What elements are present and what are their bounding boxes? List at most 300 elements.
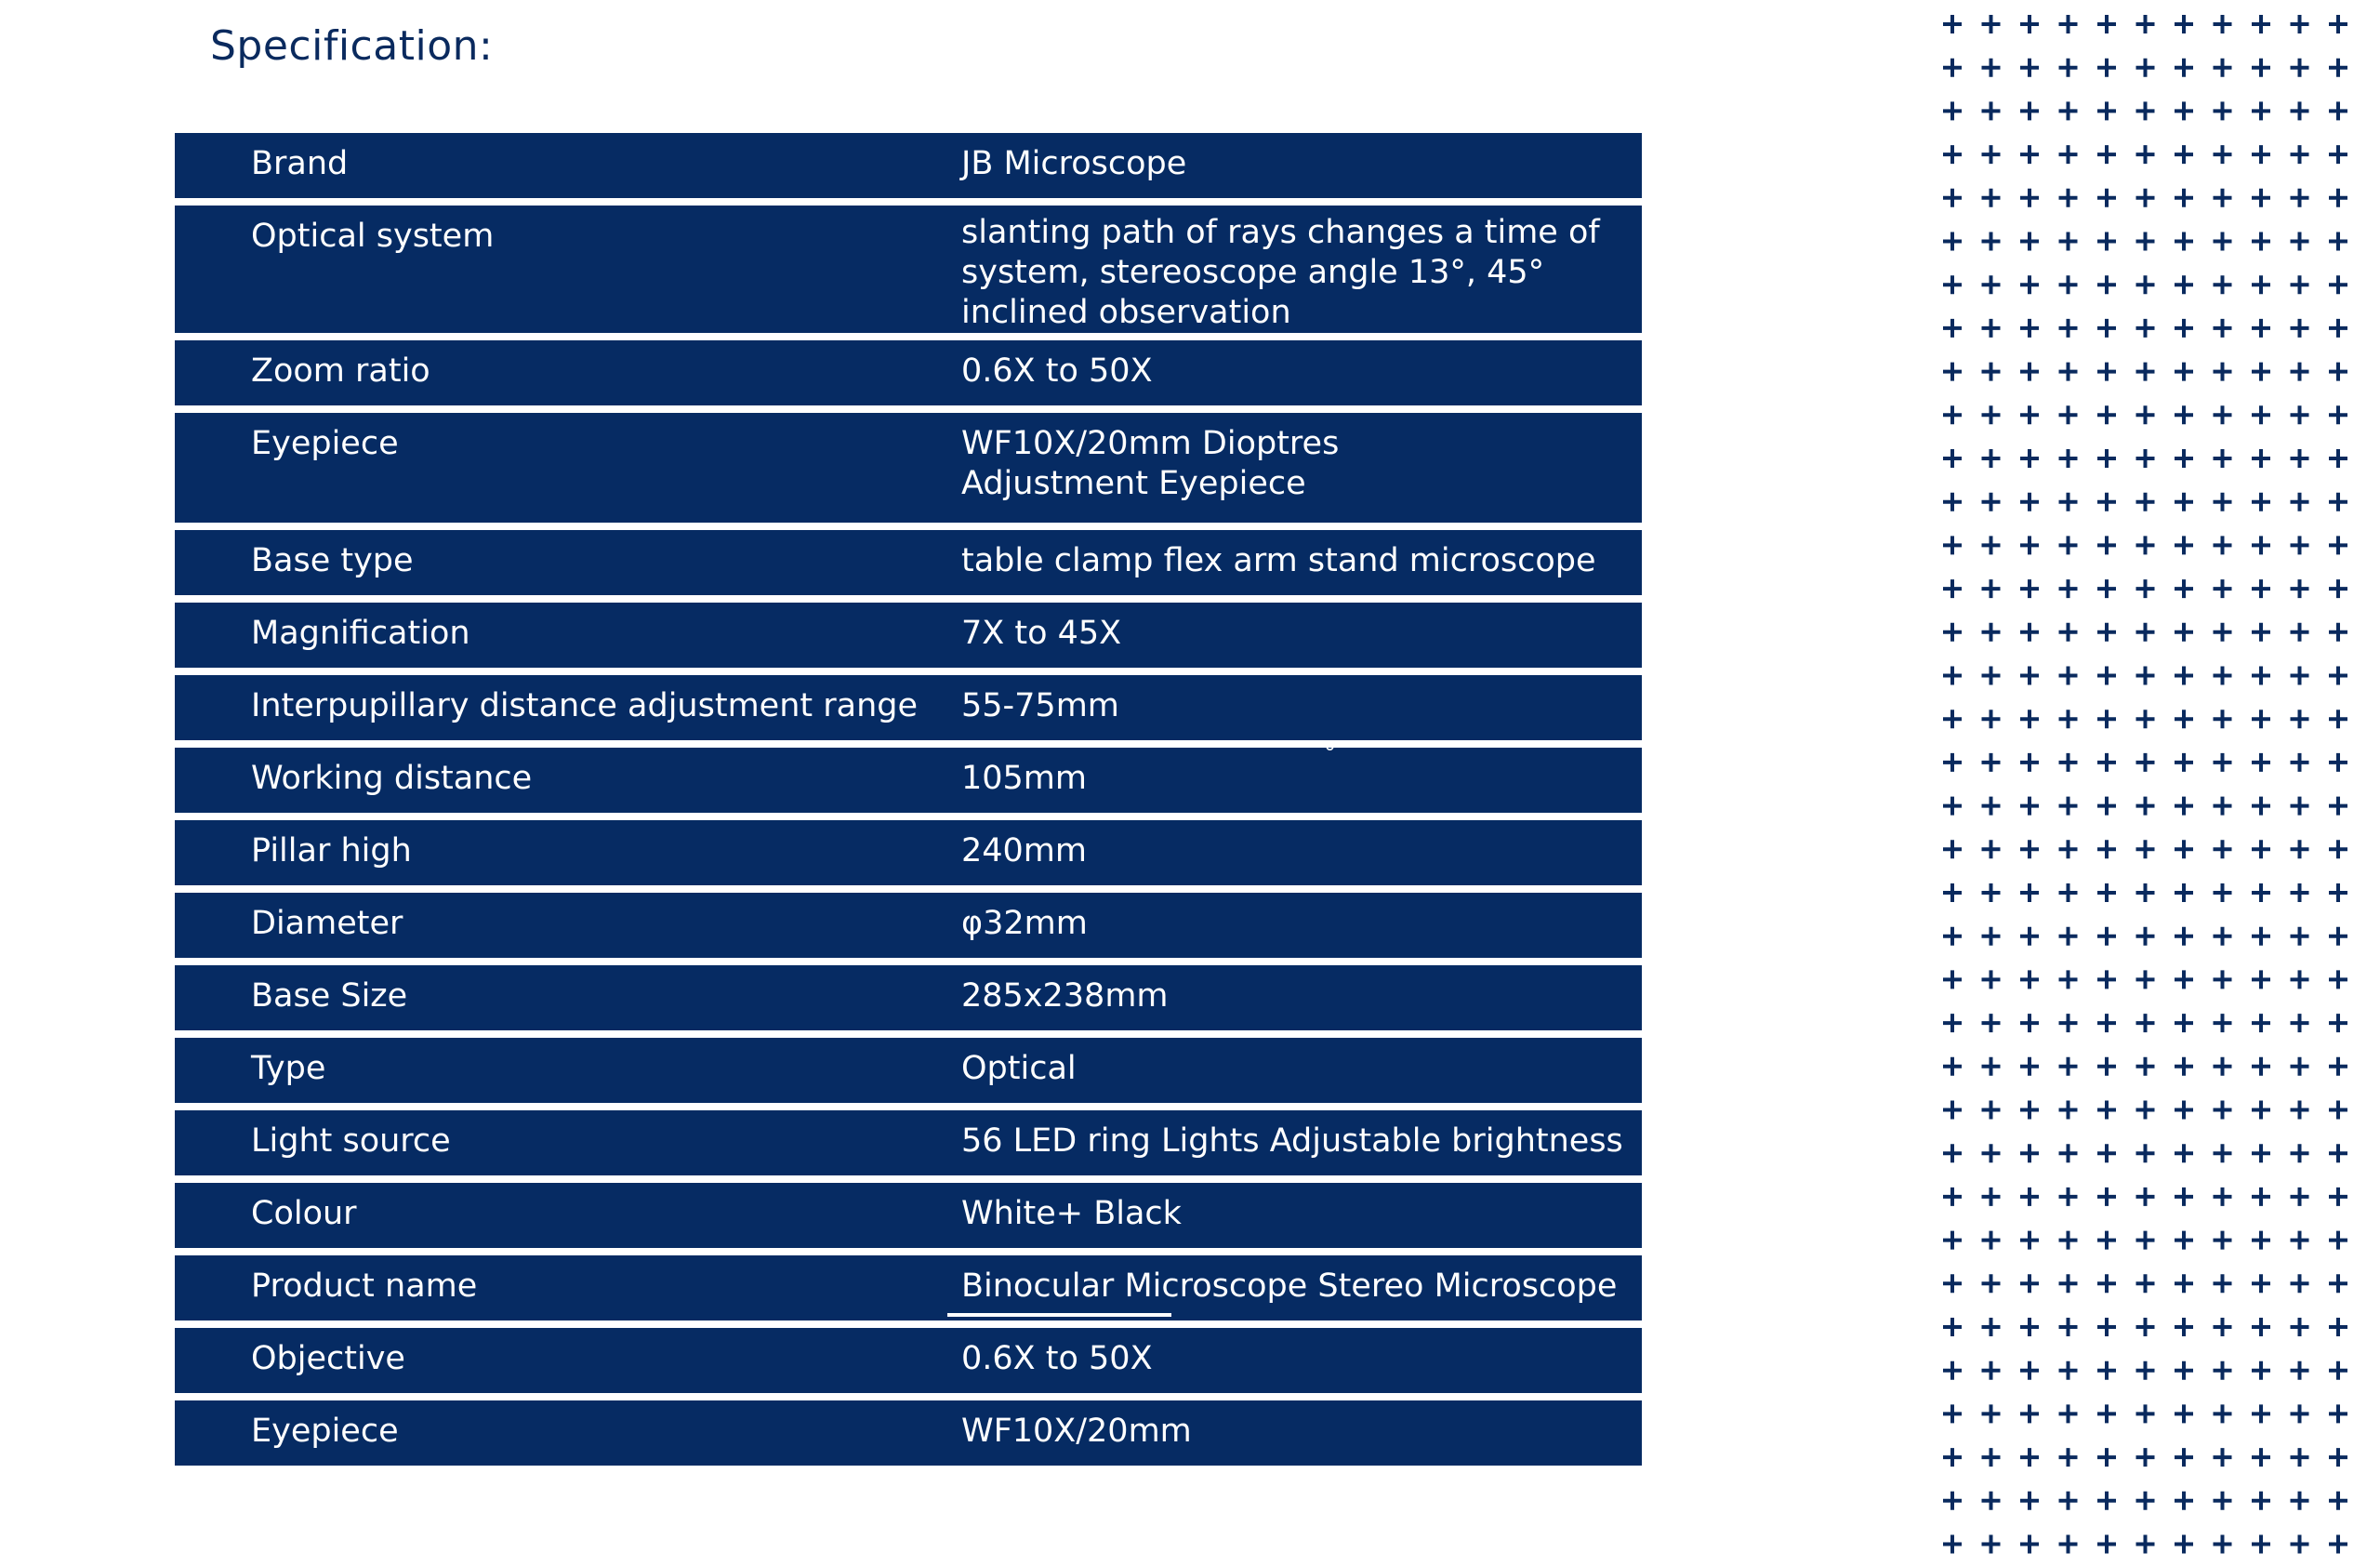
table-row: [175, 820, 1642, 885]
plus-icon: [2175, 840, 2193, 858]
plus-icon: [2175, 753, 2193, 772]
plus-icon: [2097, 1448, 2116, 1466]
plus-icon: [1943, 1492, 1962, 1510]
plus-icon: [2252, 970, 2270, 989]
plus-icon: [2291, 493, 2309, 511]
plus-icon: [2329, 1057, 2347, 1076]
plus-icon: [2136, 1448, 2155, 1466]
plus-icon: [2214, 145, 2232, 164]
plus-icon: [2097, 15, 2116, 33]
plus-icon: [2136, 275, 2155, 294]
plus-icon: [2136, 623, 2155, 642]
plus-icon: [2329, 1318, 2347, 1336]
plus-icon: [2097, 319, 2116, 338]
plus-icon: [2252, 1492, 2270, 1510]
plus-icon: [2097, 1404, 2116, 1423]
plus-icon: [1982, 1057, 2001, 1076]
plus-icon: [2291, 1188, 2309, 1206]
plus-icon: [2020, 232, 2039, 251]
plus-icon: [2097, 623, 2116, 642]
plus-icon: [2136, 493, 2155, 511]
plus-icon: [2097, 1144, 2116, 1162]
plus-icon: [2329, 405, 2347, 424]
plus-icon: [2097, 1057, 2116, 1076]
plus-icon: [2136, 797, 2155, 816]
plus-icon: [1943, 623, 1962, 642]
plus-icon: [2059, 710, 2078, 728]
plus-icon: [2020, 363, 2039, 381]
plus-icon: [2252, 1101, 2270, 1120]
plus-icon: [2020, 1014, 2039, 1032]
row-value: 55-75mm: [961, 687, 1119, 724]
row-value: φ32mm: [961, 905, 1088, 942]
plus-icon: [1982, 1188, 2001, 1206]
table-row: [175, 1110, 1642, 1175]
plus-icon: [1982, 405, 2001, 424]
plus-icon: [2097, 232, 2116, 251]
plus-icon: [2059, 15, 2078, 33]
plus-icon: [2252, 579, 2270, 598]
plus-icon: [1943, 797, 1962, 816]
plus-icon: [2214, 1492, 2232, 1510]
plus-icon: [2252, 1188, 2270, 1206]
row-value: slanting path of rays changes a time of system, stereoscope angle 13°, 45° inclined observation: [961, 214, 1600, 331]
plus-icon: [2329, 363, 2347, 381]
plus-icon: [2214, 449, 2232, 468]
plus-icon: [2136, 1057, 2155, 1076]
plus-icon: [2020, 319, 2039, 338]
plus-icon: [2329, 101, 2347, 120]
row-value: 56 LED ring Lights Adjustable brightness: [961, 1122, 1623, 1160]
plus-icon: [2291, 1535, 2309, 1554]
plus-icon: [2329, 59, 2347, 77]
plus-icon: [2020, 449, 2039, 468]
degree-mark: °: [1324, 739, 1336, 767]
plus-icon: [2291, 1101, 2309, 1120]
plus-icon: [2097, 797, 2116, 816]
plus-icon: [2252, 1448, 2270, 1466]
plus-icon: [2329, 840, 2347, 858]
row-label: Pillar high: [251, 832, 412, 869]
plus-icon: [2175, 1188, 2193, 1206]
row-label: Base type: [251, 542, 414, 579]
plus-icon: [2291, 710, 2309, 728]
plus-icon: [2175, 1101, 2193, 1120]
plus-icon: [1943, 1448, 1962, 1466]
plus-icon: [2214, 319, 2232, 338]
plus-icon: [2059, 623, 2078, 642]
plus-icon: [2059, 1101, 2078, 1120]
plus-icon: [2329, 970, 2347, 989]
plus-icon: [2329, 15, 2347, 33]
plus-icon: [1943, 15, 1962, 33]
plus-icon: [2214, 623, 2232, 642]
plus-icon: [2175, 1144, 2193, 1162]
plus-icon: [2020, 59, 2039, 77]
plus-icon: [1943, 1361, 1962, 1380]
plus-icon: [2214, 493, 2232, 511]
plus-icon: [2059, 667, 2078, 685]
plus-icon: [2214, 1188, 2232, 1206]
table-row: [175, 893, 1642, 958]
plus-icon: [2252, 363, 2270, 381]
row-value: 105mm: [961, 760, 1087, 797]
plus-icon: [2214, 883, 2232, 902]
plus-icon: [2097, 1101, 2116, 1120]
plus-icon: [2136, 1492, 2155, 1510]
plus-icon: [2175, 1014, 2193, 1032]
plus-icon: [2059, 363, 2078, 381]
plus-icon: [2136, 753, 2155, 772]
plus-icon: [2059, 1318, 2078, 1336]
plus-icon: [2175, 232, 2193, 251]
plus-icon: [1943, 970, 1962, 989]
plus-icon: [2020, 883, 2039, 902]
plus-icon: [2097, 753, 2116, 772]
plus-icon: [2097, 1188, 2116, 1206]
plus-icon: [1943, 667, 1962, 685]
plus-icon: [2097, 189, 2116, 207]
plus-icon: [2214, 970, 2232, 989]
plus-icon: [2097, 1318, 2116, 1336]
row-label: Eyepiece: [251, 425, 399, 462]
plus-icon: [2214, 189, 2232, 207]
plus-icon: [2175, 1448, 2193, 1466]
plus-icon: [2020, 15, 2039, 33]
plus-icon: [2175, 1057, 2193, 1076]
plus-icon: [2252, 1014, 2270, 1032]
plus-icon: [1943, 275, 1962, 294]
row-label: Optical system: [251, 218, 495, 255]
divider: [947, 1313, 1171, 1317]
plus-icon: [2136, 363, 2155, 381]
plus-icon: [2020, 797, 2039, 816]
plus-icon: [1982, 449, 2001, 468]
table-row: [175, 1038, 1642, 1103]
plus-icon: [1982, 189, 2001, 207]
plus-icon: [2214, 405, 2232, 424]
plus-icon: [1943, 710, 1962, 728]
plus-icon: [2291, 1057, 2309, 1076]
plus-icon: [1943, 319, 1962, 338]
plus-icon: [2097, 579, 2116, 598]
plus-icon: [2291, 927, 2309, 946]
plus-icon: [2136, 883, 2155, 902]
plus-icon: [2059, 1057, 2078, 1076]
plus-icon: [1982, 15, 2001, 33]
plus-icon: [2291, 970, 2309, 989]
plus-icon: [2214, 1014, 2232, 1032]
row-label: Base Size: [251, 977, 408, 1015]
plus-icon: [1943, 493, 1962, 511]
plus-icon: [2136, 1404, 2155, 1423]
plus-icon: [2059, 1535, 2078, 1554]
plus-icon: [2059, 1404, 2078, 1423]
plus-icon: [2252, 1404, 2270, 1423]
plus-icon: [2291, 1014, 2309, 1032]
plus-icon: [2175, 883, 2193, 902]
plus-icon: [2214, 363, 2232, 381]
table-row: [175, 965, 1642, 1030]
plus-icon: [2252, 1274, 2270, 1293]
plus-icon: [1982, 275, 2001, 294]
plus-icon: [2175, 275, 2193, 294]
plus-icon: [1943, 1274, 1962, 1293]
plus-icon: [1982, 1404, 2001, 1423]
plus-icon: [1943, 232, 1962, 251]
plus-icon: [1982, 101, 2001, 120]
plus-icon: [2097, 59, 2116, 77]
plus-icon: [2097, 970, 2116, 989]
plus-icon: [1943, 101, 1962, 120]
plus-icon: [2252, 1535, 2270, 1554]
plus-icon: [1943, 883, 1962, 902]
plus-icon: [2059, 405, 2078, 424]
plus-icon: [2252, 449, 2270, 468]
plus-icon: [2020, 405, 2039, 424]
plus-icon: [2329, 579, 2347, 598]
plus-icon: [2059, 275, 2078, 294]
plus-icon: [2136, 970, 2155, 989]
plus-icon: [2059, 579, 2078, 598]
plus-icon: [1943, 753, 1962, 772]
plus-icon: [2020, 536, 2039, 554]
plus-icon: [2252, 883, 2270, 902]
plus-icon: [2329, 1404, 2347, 1423]
plus-icon: [2252, 1144, 2270, 1162]
plus-icon: [2252, 536, 2270, 554]
plus-icon: [2329, 1448, 2347, 1466]
plus-icon: [2291, 1318, 2309, 1336]
plus-icon: [2252, 189, 2270, 207]
plus-icon: [2097, 1492, 2116, 1510]
plus-icon: [2175, 1361, 2193, 1380]
plus-icon: [2252, 145, 2270, 164]
table-row: [175, 1255, 1642, 1320]
plus-icon: [2291, 536, 2309, 554]
plus-icon: [2175, 970, 2193, 989]
plus-icon: [1982, 232, 2001, 251]
plus-icon: [1943, 1231, 1962, 1250]
plus-icon: [2252, 1318, 2270, 1336]
plus-icon: [2059, 1361, 2078, 1380]
row-label: Objective: [251, 1340, 405, 1377]
plus-icon: [2175, 623, 2193, 642]
plus-icon: [2252, 275, 2270, 294]
plus-icon: [1982, 145, 2001, 164]
plus-icon: [2136, 579, 2155, 598]
plus-icon: [1982, 1318, 2001, 1336]
plus-icon: [2097, 667, 2116, 685]
page-title: Specification:: [210, 22, 494, 70]
plus-icon: [2214, 1231, 2232, 1250]
plus-icon: [1982, 493, 2001, 511]
plus-icon: [2020, 189, 2039, 207]
plus-icon: [2329, 275, 2347, 294]
plus-icon: [2136, 1014, 2155, 1032]
plus-icon: [2214, 927, 2232, 946]
plus-icon: [1982, 536, 2001, 554]
plus-icon: [1982, 363, 2001, 381]
plus-icon: [2252, 59, 2270, 77]
plus-icon: [2097, 493, 2116, 511]
plus-icon: [1943, 579, 1962, 598]
plus-icon: [2136, 1231, 2155, 1250]
plus-icon: [1943, 1188, 1962, 1206]
plus-icon: [2252, 15, 2270, 33]
plus-icon: [2291, 797, 2309, 816]
row-label: Magnification: [251, 615, 470, 652]
row-label: Product name: [251, 1267, 478, 1305]
plus-icon: [2291, 1448, 2309, 1466]
plus-icon: [1943, 189, 1962, 207]
plus-icon: [2329, 493, 2347, 511]
plus-icon: [2097, 883, 2116, 902]
row-label: Working distance: [251, 760, 533, 797]
plus-icon: [2020, 840, 2039, 858]
plus-icon: [2329, 1361, 2347, 1380]
plus-icon: [2059, 797, 2078, 816]
plus-icon: [1982, 667, 2001, 685]
plus-icon: [2291, 189, 2309, 207]
plus-icon: [2252, 840, 2270, 858]
plus-icon: [2020, 579, 2039, 598]
row-label: Interpupillary distance adjustment range: [251, 687, 919, 724]
plus-icon: [2214, 1404, 2232, 1423]
plus-icon: [2059, 189, 2078, 207]
plus-icon: [1982, 927, 2001, 946]
plus-icon: [2329, 1231, 2347, 1250]
specification-table: [175, 133, 1642, 1473]
plus-icon: [2329, 232, 2347, 251]
plus-icon: [2136, 189, 2155, 207]
plus-icon: [2059, 883, 2078, 902]
plus-icon: [2020, 623, 2039, 642]
plus-icon: [2329, 797, 2347, 816]
plus-icon: [1943, 1535, 1962, 1554]
plus-icon: [2291, 623, 2309, 642]
plus-icon: [1982, 710, 2001, 728]
plus-icon: [2136, 145, 2155, 164]
row-label: Light source: [251, 1122, 451, 1160]
plus-icon: [2136, 1318, 2155, 1336]
plus-icon: [2020, 1188, 2039, 1206]
plus-icon: [2291, 363, 2309, 381]
plus-icon: [1982, 59, 2001, 77]
plus-icon: [1943, 1318, 1962, 1336]
plus-icon: [2291, 1492, 2309, 1510]
plus-icon: [2175, 1404, 2193, 1423]
plus-icon: [1943, 1144, 1962, 1162]
plus-icon: [2136, 449, 2155, 468]
row-label: Brand: [251, 145, 349, 182]
plus-icon: [2175, 797, 2193, 816]
plus-icon: [2291, 101, 2309, 120]
plus-icon: [2252, 1231, 2270, 1250]
plus-icon: [2136, 232, 2155, 251]
table-row: [175, 133, 1642, 198]
plus-icon: [2020, 1231, 2039, 1250]
plus-icon: [2252, 927, 2270, 946]
plus-icon: [2059, 1231, 2078, 1250]
plus-icon: [2329, 927, 2347, 946]
plus-icon: [2214, 1535, 2232, 1554]
plus-icon: [2329, 1535, 2347, 1554]
plus-icon: [2329, 189, 2347, 207]
plus-icon: [2097, 710, 2116, 728]
plus-icon: [2097, 1014, 2116, 1032]
plus-icon: [2059, 232, 2078, 251]
plus-icon: [1982, 883, 2001, 902]
plus-icon: [2214, 667, 2232, 685]
plus-icon: [2136, 840, 2155, 858]
plus-icon: [1943, 927, 1962, 946]
row-value: Optical: [961, 1050, 1077, 1087]
table-row: [175, 1328, 1642, 1393]
plus-icon: [2291, 753, 2309, 772]
plus-icon: [2252, 797, 2270, 816]
plus-icon: [2175, 145, 2193, 164]
plus-icon: [2059, 1144, 2078, 1162]
plus-icon: [2329, 753, 2347, 772]
row-value: table clamp flex arm stand microscope: [961, 542, 1596, 579]
plus-icon: [2097, 536, 2116, 554]
plus-icon: [2329, 536, 2347, 554]
plus-icon: [1982, 1274, 2001, 1293]
plus-icon: [2214, 840, 2232, 858]
plus-icon: [2214, 1361, 2232, 1380]
plus-icon: [2329, 145, 2347, 164]
plus-icon: [2329, 710, 2347, 728]
plus-icon: [2097, 363, 2116, 381]
plus-icon: [2020, 275, 2039, 294]
plus-icon: [2059, 101, 2078, 120]
plus-icon: [2291, 1231, 2309, 1250]
plus-icon: [2214, 1057, 2232, 1076]
plus-icon: [2020, 1492, 2039, 1510]
plus-icon: [2214, 1274, 2232, 1293]
plus-icon: [2175, 710, 2193, 728]
plus-icon: [2252, 1057, 2270, 1076]
plus-icon: [2059, 145, 2078, 164]
plus-icon: [2252, 319, 2270, 338]
plus-icon: [2136, 15, 2155, 33]
plus-icon: [2020, 710, 2039, 728]
plus-icon: [2059, 493, 2078, 511]
plus-icon: [2020, 145, 2039, 164]
plus-icon: [2097, 145, 2116, 164]
plus-icon: [2291, 405, 2309, 424]
row-value: 0.6X to 50X: [961, 352, 1153, 390]
plus-icon: [2059, 319, 2078, 338]
plus-icon: [2136, 1101, 2155, 1120]
plus-icon: [1982, 579, 2001, 598]
plus-icon: [2020, 1274, 2039, 1293]
plus-icon: [2136, 1144, 2155, 1162]
table-row: [175, 748, 1642, 813]
plus-icon: [2175, 1535, 2193, 1554]
plus-icon: [2020, 101, 2039, 120]
row-value: 0.6X to 50X: [961, 1340, 1153, 1377]
plus-icon: [2175, 449, 2193, 468]
plus-icon: [2175, 1492, 2193, 1510]
plus-icon: [1943, 363, 1962, 381]
plus-icon: [2291, 1361, 2309, 1380]
plus-icon: [2252, 232, 2270, 251]
plus-icon: [2136, 405, 2155, 424]
row-value: Binocular Microscope Stereo Microscope: [961, 1267, 1618, 1305]
plus-icon: [2136, 927, 2155, 946]
